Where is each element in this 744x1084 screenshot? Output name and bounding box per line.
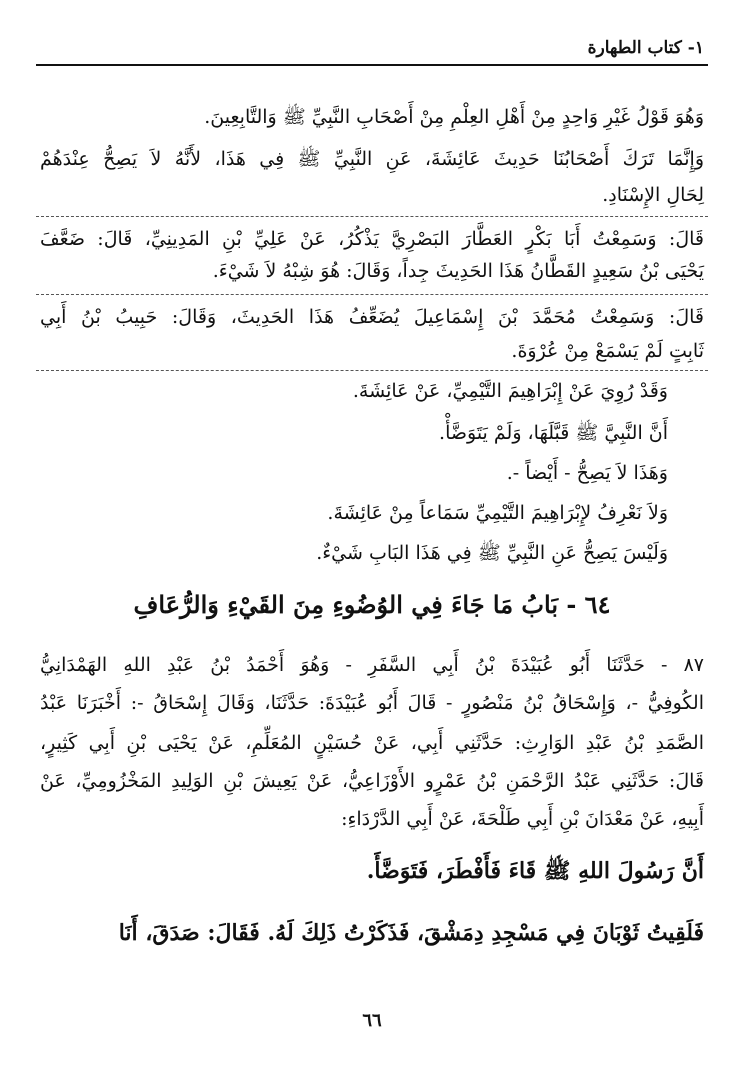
chapter-title: ٦٤ - بَابُ مَا جَاءَ فِي الوُضُوءِ مِنَ القَيْءِ وَالرُّعَافِ	[133, 590, 611, 619]
text-line: أَنَّ النَّبِيَّ ﷺ قَبَّلَهَا، وَلَمْ يَتَوَضَّأْ.	[439, 422, 668, 444]
text-line: الصَّمَدِ بْنُ عَبْدِ الوَارِثِ: حَدَّثَنِي أَبِي، عَنْ حُسَيْنٍ المُعَلِّمِ، عَنْ يَحْيَى بْنِ أَبِي كَثِيرٍ،	[40, 732, 704, 754]
text-line: أَبِيهِ، عَنْ مَعْدَانَ بْنِ أَبِي طَلْحَةَ، عَنْ أَبِي الدَّرْدَاءِ:	[341, 808, 704, 830]
text-line: وَهُوَ قَوْلُ غَيْرِ وَاحِدٍ مِنْ أَهْلِ العِلْمِ مِنْ أَصْحَابِ النَّبِيِّ ﷺ وَالتَّابِعِينَ.	[204, 106, 704, 128]
text-line: وَلَيْسَ يَصِحُّ عَنِ النَّبِيِّ ﷺ فِي هَذَا البَابِ شَيْءٌ.	[316, 542, 668, 564]
text-line: وَإِنَّمَا تَرَكَ أَصْحَابُنَا حَدِيثَ عَائِشَةَ، عَنِ النَّبِيِّ ﷺ فِي هَذَا، لأَنَّهُ لاَ يَصِحُّ عِنْدَهُمْ	[40, 148, 704, 170]
text-line: قَالَ: حَدَّثَنِي عَبْدُ الرَّحْمَنِ بْنُ عَمْرٍو الأَوْزَاعِيُّ، عَنْ يَعِيشَ بْنِ الوَلِيدِ المَخْزُومِيِّ، عَنْ	[40, 770, 704, 792]
text-line: لِحَالِ الإِسْنَادِ.	[602, 184, 704, 206]
paragraph-separator	[36, 216, 708, 217]
text-line: وَهَذَا لاَ يَصِحُّ - أَيْضاً -.	[506, 462, 668, 484]
text-line: قَالَ: وَسَمِعْتُ مُحَمَّدَ بْنَ إِسْمَاعِيلَ يُضَعِّفُ هَذَا الحَدِيثَ، وَقَالَ: حَبِيبُ بْنُ أَبِي	[40, 306, 704, 328]
page-number: ٦٦	[362, 1010, 382, 1031]
text-line: ثَابِتٍ لَمْ يَسْمَعْ مِنْ عُرْوَةَ.	[511, 340, 704, 362]
text-line: الكُوفِيُّ -، وَإِسْحَاقُ بْنُ مَنْصُورٍ - قَالَ أَبُو عُبَيْدَةَ: حَدَّثَنَا، وَقَالَ إِسْحَاقُ -: أَخْبَرَنَا عَبْدُ	[40, 692, 704, 714]
paragraph-separator	[36, 294, 708, 295]
paragraph-separator	[36, 370, 708, 371]
running-header: ١- كتاب الطهارة	[587, 38, 704, 58]
hadith-text: فَلَقِيتُ ثَوْبَانَ فِي مَسْجِدِ دِمَشْقَ، فَذَكَرْتُ ذَلِكَ لَهُ. فَقَالَ: صَدَقَ، أَنَا	[118, 920, 704, 946]
text-line: ٨٧ - حَدَّثَنَا أَبُو عُبَيْدَةَ بْنُ أَبِي السَّفَرِ - وَهُوَ أَحْمَدُ بْنُ عَبْدِ اللهِ الهَمْدَانِيُّ	[40, 654, 704, 676]
text-line: وَقَدْ رُوِيَ عَنْ إِبْرَاهِيمَ التَّيْمِيِّ، عَنْ عَائِشَةَ.	[352, 380, 668, 402]
header-rule	[36, 64, 708, 66]
text-line: وَلاَ نَعْرِفُ لإِبْرَاهِيمَ التَّيْمِيِّ سَمَاعاً مِنْ عَائِشَةَ.	[327, 502, 668, 524]
hadith-text: أَنَّ رَسُولَ اللهِ ﷺ قَاءَ فَأَفْطَرَ، فَتَوَضَّأَ.	[366, 858, 704, 884]
text-line: يَحْيَى بْنُ سَعِيدٍ القَطَّانُ هَذَا الحَدِيثَ جِداً، وَقَالَ: هُوَ شِبْهُ لاَ شَيْءَ.	[212, 260, 704, 282]
text-line: قَالَ: وَسَمِعْتُ أَبَا بَكْرٍ العَطَّارَ البَصْرِيَّ يَذْكُرُ، عَنْ عَلِيِّ بْنِ المَدِينِيِّ، قَالَ: ضَعَّفَ	[40, 228, 704, 250]
